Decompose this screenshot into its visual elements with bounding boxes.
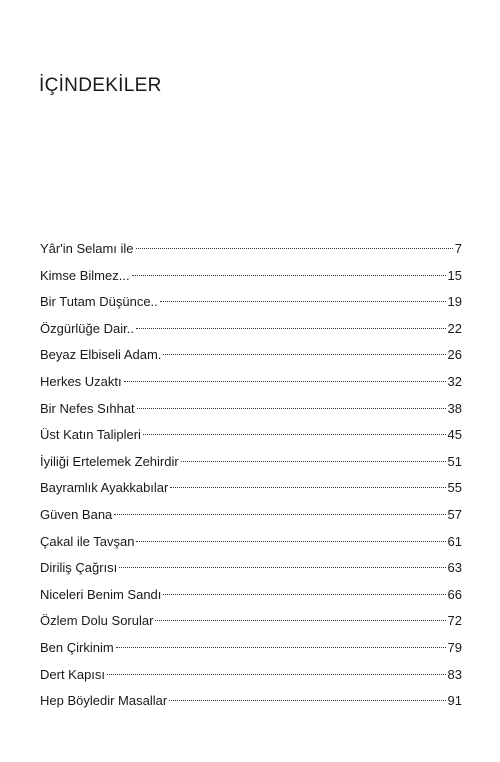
dot-leader (119, 567, 445, 568)
toc-entry-title: Çakal ile Tavşan (40, 533, 135, 549)
dot-leader (132, 275, 446, 276)
dot-leader (124, 381, 446, 382)
dot-leader (163, 594, 445, 595)
toc-entry-page: 19 (447, 294, 462, 310)
dot-leader (136, 248, 453, 249)
toc-entry-title: Herkes Uzaktı (40, 373, 122, 389)
toc-entry (40, 555, 462, 582)
toc-entry (40, 396, 462, 423)
toc-entry-page: 26 (447, 347, 462, 363)
dot-leader (136, 328, 446, 329)
toc-entry (40, 635, 462, 662)
toc-entry-title: Üst Katın Talipleri (40, 427, 141, 443)
dot-leader (107, 674, 446, 675)
toc-entry-page: 61 (447, 533, 462, 549)
toc-entry-page: 22 (447, 320, 462, 336)
toc-entry (40, 608, 462, 635)
toc-entry-page: 32 (447, 373, 462, 389)
toc-entry-title: Bir Tutam Düşünce.. (40, 294, 158, 310)
toc-entry-page: 66 (447, 586, 462, 602)
toc-entry-page: 51 (447, 453, 462, 469)
toc-entry-title: Dert Kapısı (40, 666, 106, 682)
dot-leader (163, 354, 445, 355)
toc-entry-page: 79 (447, 639, 462, 655)
toc-entry-title: Niceleri Benim Sandı (40, 586, 162, 602)
page-title: İÇİNDEKİLER (39, 74, 162, 96)
dot-leader (155, 620, 445, 621)
dot-leader (137, 408, 446, 409)
toc-entry-title: Ben Çirkinim (40, 639, 114, 655)
dot-leader (181, 461, 446, 462)
toc-entry-title: Bayramlık Ayakkabılar (40, 480, 169, 496)
dot-leader (160, 301, 446, 302)
toc-entry (40, 662, 462, 689)
dot-leader (116, 647, 446, 648)
toc-entry (40, 529, 462, 556)
toc-entry-page: 63 (447, 560, 462, 576)
toc-entry (40, 582, 462, 609)
toc-entry (40, 422, 462, 449)
toc-entry-page: 83 (447, 666, 462, 682)
dot-leader (136, 541, 445, 542)
toc-entry-title: Özlem Dolu Sorular (40, 613, 154, 629)
dot-leader (169, 700, 445, 701)
toc-entry-page: 7 (454, 241, 462, 256)
toc-entry-title: Beyaz Elbiseli Adam. (40, 347, 162, 363)
dot-leader (170, 487, 445, 488)
toc-entry-page: 45 (447, 427, 462, 443)
toc-entry (40, 688, 462, 715)
toc-entry-page: 91 (447, 693, 462, 709)
toc-entry (40, 289, 462, 316)
toc-entry-title: Özgürlüğe Dair.. (40, 320, 134, 336)
table-of-contents (40, 236, 462, 715)
toc-entry (40, 449, 462, 476)
toc-entry-title: Bir Nefes Sıhhat (40, 400, 135, 416)
toc-entry (40, 236, 462, 263)
toc-entry-title: Kimse Bilmez... (40, 267, 130, 283)
toc-entry (40, 263, 462, 290)
toc-entry (40, 342, 462, 369)
toc-entry-title: Diriliş Çağrısı (40, 560, 118, 576)
toc-entry (40, 475, 462, 502)
toc-entry-page: 72 (447, 613, 462, 629)
toc-entry (40, 316, 462, 343)
toc-entry-title: Yâr'in Selamı ile (40, 241, 134, 256)
toc-entry-page: 57 (447, 506, 462, 522)
toc-entry-page: 38 (447, 400, 462, 416)
toc-entry-title: İyiliği Ertelemek Zehirdir (40, 453, 179, 469)
dot-leader (114, 514, 445, 515)
dot-leader (143, 434, 446, 435)
toc-entry-title: Güven Bana (40, 506, 113, 522)
toc-entry-title: Hep Böyledir Masallar (40, 693, 168, 709)
toc-entry (40, 369, 462, 396)
toc-entry-page: 55 (447, 480, 462, 496)
toc-entry-page: 15 (447, 267, 462, 283)
toc-entry (40, 502, 462, 529)
